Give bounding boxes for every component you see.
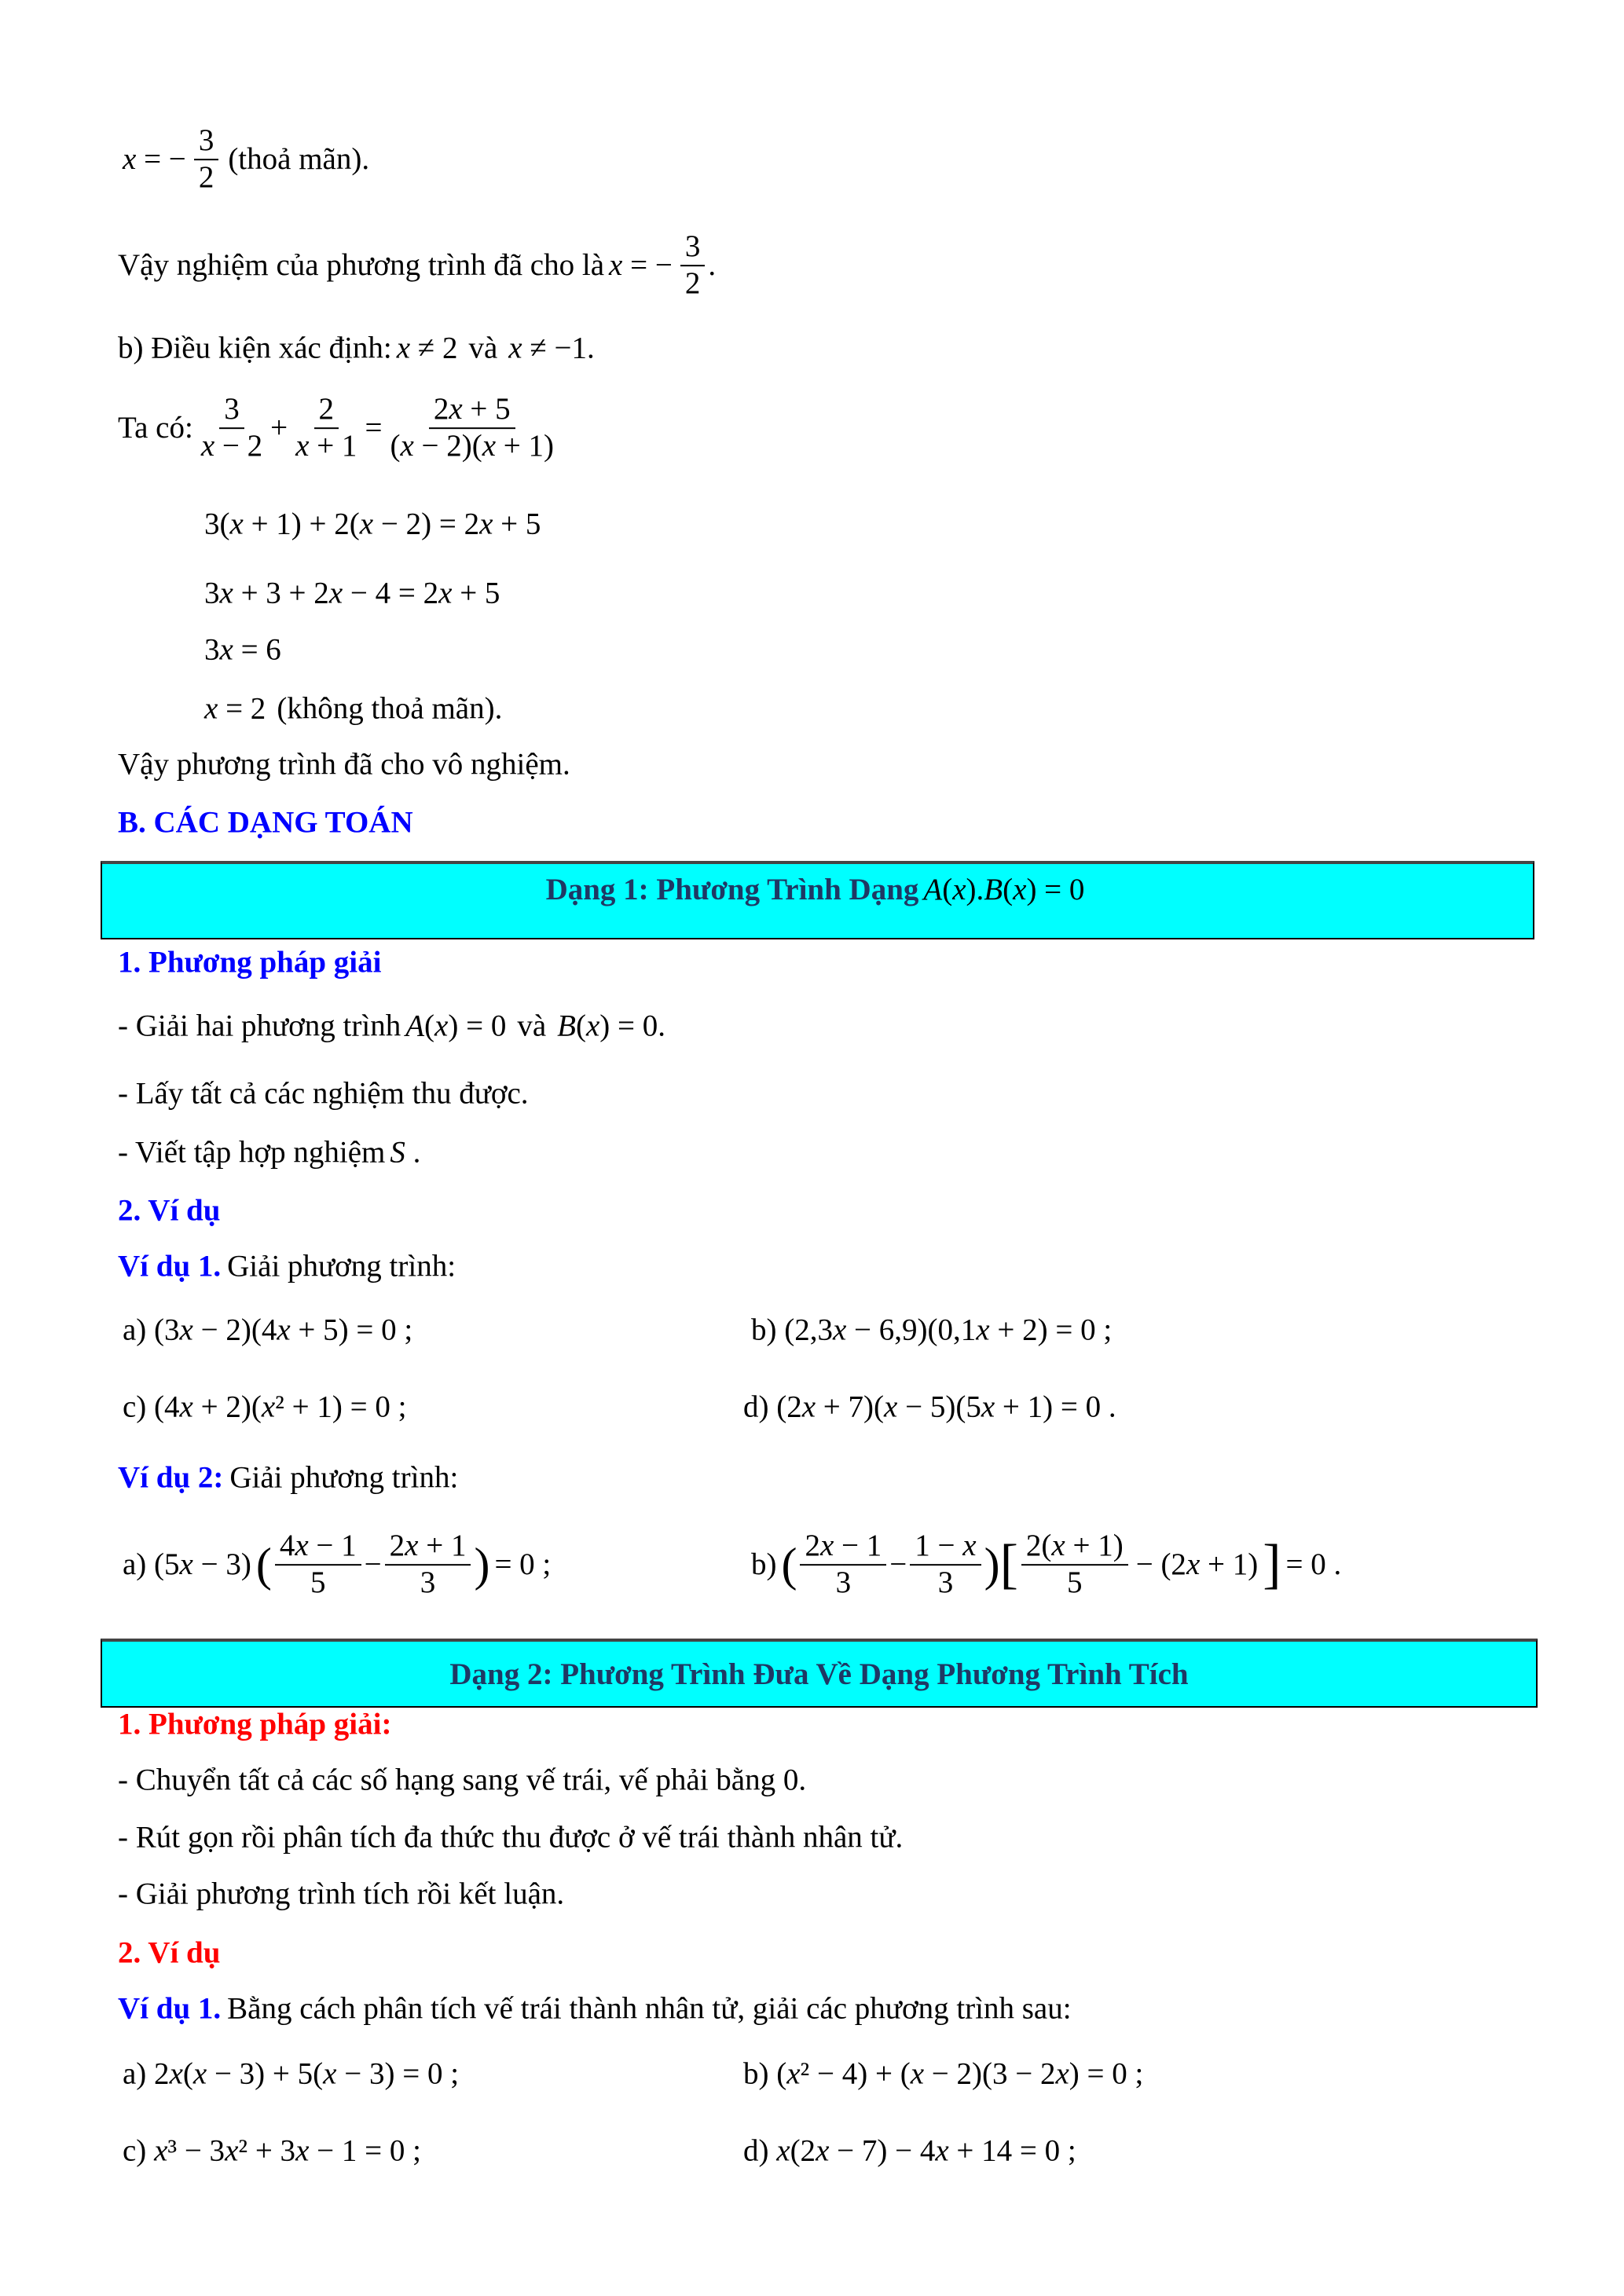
fraction [1021,1529,1128,1601]
paren: ( [781,1539,797,1591]
denominator: 5 [310,1565,326,1599]
numerator: 2 [314,392,339,429]
fraction [275,1529,361,1601]
operator: + [270,411,288,445]
denominator: 5 [1067,1565,1083,1599]
fraction [194,123,219,196]
exercise [739,1390,1121,1425]
example-heading: 2. Ví dụ [118,1193,221,1228]
step [200,632,286,668]
dang1-title: Dạng 1: Phương Trình Dạng [545,873,919,906]
condition-line [118,331,599,366]
exercise [739,2056,1148,2092]
method-step [118,1009,670,1044]
math: x = 2 [204,691,266,726]
text: Giải phương trình: [229,1460,459,1495]
exercise [746,1313,1116,1348]
step [200,507,545,542]
math: b) [751,1547,777,1582]
numerator: 2(x + 1) [1021,1529,1128,1565]
text: Bằng cách phân tích vế trái thành nhân tử, giải các phương trình sau: [227,1991,1072,2026]
exercise [118,2056,464,2092]
dang2-title-box [101,1639,1538,1708]
math: a) (3x − 2)(4x + 5) = 0 ; [123,1313,413,1347]
math: A(x).B(x) = 0 [923,873,1085,906]
method-step: - Rút gọn rồi phân tích đa thức thu được ở vế trái thành nhân tử. [118,1820,904,1855]
example-label: Ví dụ 2: [118,1460,224,1495]
math: b) (2,3x − 6,9)(0,1x + 2) = 0 ; [751,1313,1113,1347]
note: (thoả mãn). [228,142,370,177]
exercise [118,1313,417,1348]
example-label: Ví dụ 1. [118,1991,222,2026]
fraction [680,229,706,302]
denominator: 2 [684,266,701,300]
math: = 0 ; [494,1547,552,1582]
math: b) (x² − 4) + (x − 2)(3 − 2x) = 0 ; [743,2056,1144,2091]
fraction [291,392,361,464]
numerator: 2x − 1 [800,1529,886,1565]
numerator: 4x − 1 [275,1529,361,1565]
bracket: ] [1263,1534,1281,1595]
fraction [385,392,559,464]
solution-line [118,123,376,196]
fraction [196,392,267,464]
text: Vậy nghiệm của phương trình đã cho là [118,248,605,283]
dang2-title: Dạng 2: Phương Trình Đưa Về Dạng Phương Trình Tích [449,1657,1189,1691]
math: a) 2x(x − 3) + 5(x − 3) = 0 ; [123,2056,460,2091]
fraction [910,1529,981,1601]
exercise [746,1529,1346,1601]
method-heading: 1. Phương pháp giải: [118,1707,392,1741]
numerator: 3 [219,392,244,429]
text: - Viết tập hợp nghiệm [118,1135,386,1170]
step [200,691,508,727]
math: c) (4x + 2)(x² + 1) = 0 ; [123,1390,407,1424]
operator: = [365,411,383,445]
math: x = − [123,142,186,177]
text: Vậy phương trình đã cho vô nghiệm. [118,747,570,782]
denominator: 2 [198,160,214,194]
denominator: x + 1 [295,429,357,463]
text: và [517,1009,547,1043]
fraction [385,1529,471,1601]
math: S . [390,1135,421,1170]
fraction [800,1529,886,1601]
example-label: Ví dụ 1. [118,1249,222,1283]
method-heading: 1. Phương pháp giải [118,945,382,980]
operator: − [889,1547,907,1582]
dang1-title-box [101,861,1534,939]
text: - Giải hai phương trình [118,1009,401,1043]
note: (không thoả mãn). [277,691,503,726]
paren: ) [984,1539,1000,1591]
example-intro [118,1991,1078,2027]
math: x ≠ −1. [508,331,595,365]
method-step: - Chuyển tất cả các số hạng sang vế trái, vế phải bằng 0. [118,1763,807,1797]
step [200,576,504,611]
method-step: - Giải phương trình tích rồi kết luận. [118,1877,565,1911]
math: c) x³ − 3x² + 3x − 1 = 0 ; [123,2133,421,2168]
operator: − [364,1547,382,1582]
denominator: x − 2 [200,429,263,463]
math: B(x) = 0. [557,1009,666,1043]
numerator: 3 [194,123,219,160]
math: 3(x + 1) + 2(x − 2) = 2x + 5 [204,507,541,541]
math: d) (2x + 7)(x − 5)(5x + 1) = 0 . [743,1390,1116,1424]
denominator: 3 [420,1565,436,1599]
conclusion-line [118,747,570,782]
math: 3x + 3 + 2x − 4 = 2x + 5 [204,576,500,610]
section-heading: B. CÁC DẠNG TOÁN [118,805,413,840]
bracket: [ [999,1534,1018,1595]
math: x = − [609,248,673,283]
numerator: 3 [680,229,706,266]
method-step: - Lấy tất cả các nghiệm thu được. [118,1076,529,1111]
conclusion-line [118,229,716,302]
text: Ta có: [118,411,193,445]
equation-line [118,392,562,464]
math: = 0 . [1285,1547,1342,1582]
math: x ≠ 2 [396,331,458,365]
denominator: 3 [835,1565,852,1599]
denominator: 3 [937,1565,954,1599]
paren: ) [474,1539,490,1591]
math: 3x = 6 [204,632,281,667]
paren: ( [255,1539,272,1591]
example-intro [118,1249,462,1284]
numerator: 2x + 5 [429,392,515,429]
text: Giải phương trình: [227,1249,456,1283]
math: A(x) = 0 [405,1009,507,1043]
period: . [708,248,717,283]
exercise [118,1529,555,1601]
exercise [739,2133,1081,2169]
math: − (2x + 1) [1135,1547,1259,1582]
text: b) Điều kiện xác định: [118,331,392,365]
math: d) x(2x − 7) − 4x + 14 = 0 ; [743,2133,1076,2168]
method-step [118,1135,425,1170]
exercise [118,2133,426,2169]
exercise [118,1390,411,1425]
numerator: 1 − x [910,1529,981,1565]
denominator: (x − 2)(x + 1) [390,429,555,463]
numerator: 2x + 1 [385,1529,471,1565]
example-heading: 2. Ví dụ [118,1935,221,1970]
math: a) (5x − 3) [123,1547,251,1582]
text: và [468,331,498,365]
example-intro [118,1460,464,1496]
